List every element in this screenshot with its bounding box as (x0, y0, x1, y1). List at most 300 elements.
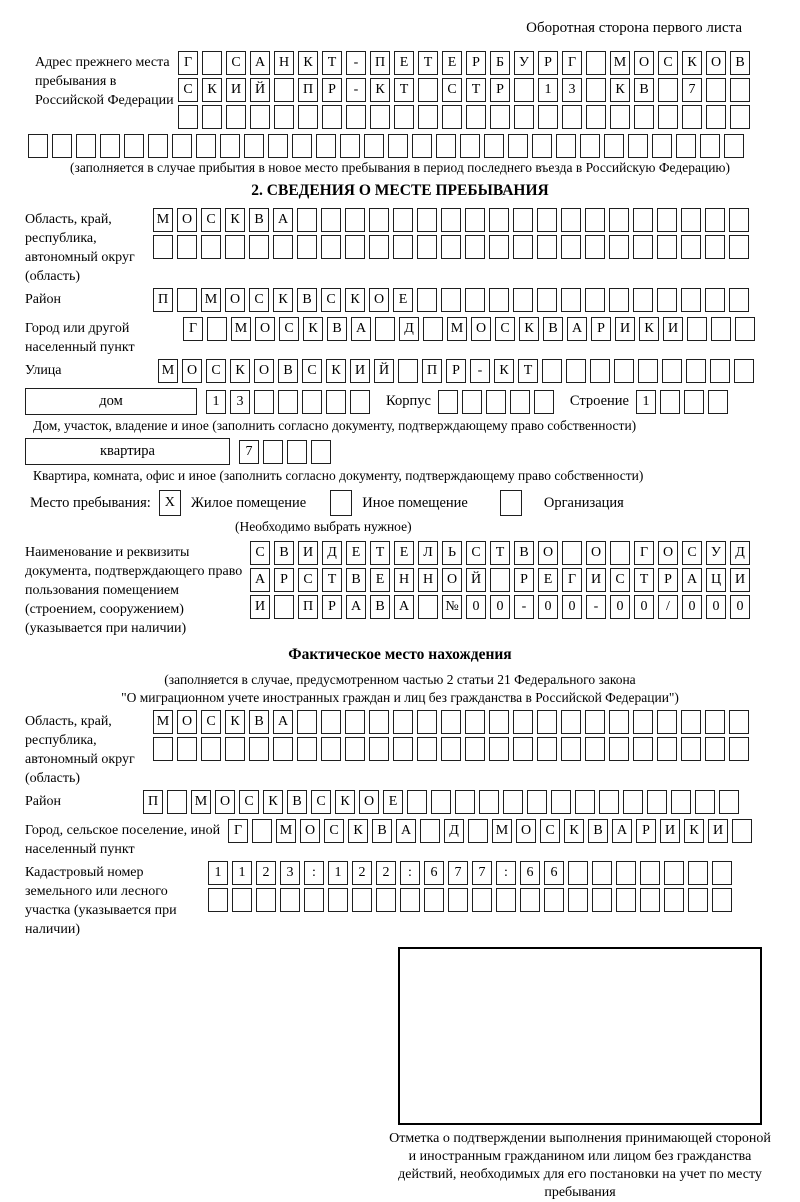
char-box[interactable] (489, 235, 509, 259)
char-box[interactable]: Н (274, 51, 294, 75)
char-box[interactable] (489, 737, 509, 761)
char-box[interactable] (706, 105, 726, 129)
char-box[interactable] (412, 134, 432, 158)
char-box[interactable] (369, 235, 389, 259)
char-box[interactable]: 1 (208, 861, 228, 885)
char-box[interactable]: Н (418, 568, 438, 592)
char-box[interactable]: Й (466, 568, 486, 592)
char-box[interactable] (287, 440, 307, 464)
char-box[interactable]: Р (274, 568, 294, 592)
char-box[interactable]: И (250, 595, 270, 619)
char-box[interactable] (393, 710, 413, 734)
char-box[interactable]: К (225, 208, 245, 232)
char-box[interactable]: А (273, 208, 293, 232)
char-box[interactable]: 0 (490, 595, 510, 619)
char-box[interactable]: П (422, 359, 442, 383)
char-box[interactable] (542, 359, 562, 383)
char-box[interactable]: Р (591, 317, 611, 341)
char-box[interactable]: К (564, 819, 584, 843)
char-box[interactable] (609, 208, 629, 232)
char-box[interactable] (256, 888, 276, 912)
char-box[interactable] (455, 790, 475, 814)
char-box[interactable]: Р (538, 51, 558, 75)
char-box[interactable] (508, 134, 528, 158)
char-box[interactable] (527, 790, 547, 814)
char-box[interactable]: Е (538, 568, 558, 592)
char-box[interactable] (513, 737, 533, 761)
char-box[interactable] (172, 134, 192, 158)
char-box[interactable] (418, 105, 438, 129)
char-box[interactable]: К (684, 819, 704, 843)
char-box[interactable]: О (182, 359, 202, 383)
char-box[interactable]: Т (322, 51, 342, 75)
char-box[interactable] (345, 737, 365, 761)
char-box[interactable]: С (610, 568, 630, 592)
char-box[interactable]: С (495, 317, 515, 341)
char-box[interactable] (735, 317, 755, 341)
char-box[interactable] (486, 390, 506, 414)
char-box[interactable]: Г (562, 51, 582, 75)
char-box[interactable] (268, 134, 288, 158)
char-box[interactable] (375, 317, 395, 341)
char-box[interactable]: № (442, 595, 462, 619)
char-box[interactable] (465, 208, 485, 232)
char-box[interactable]: К (273, 288, 293, 312)
char-box[interactable] (687, 317, 707, 341)
char-box[interactable] (712, 888, 732, 912)
char-box[interactable] (609, 710, 629, 734)
char-box[interactable]: 1 (636, 390, 656, 414)
char-box[interactable]: 3 (562, 78, 582, 102)
char-box[interactable] (417, 235, 437, 259)
char-box[interactable]: Е (383, 790, 403, 814)
char-box[interactable]: К (202, 78, 222, 102)
char-box[interactable] (688, 861, 708, 885)
char-box[interactable]: К (639, 317, 659, 341)
char-box[interactable] (226, 105, 246, 129)
char-box[interactable] (682, 105, 702, 129)
char-box[interactable] (298, 105, 318, 129)
char-box[interactable] (465, 737, 485, 761)
char-box[interactable]: Е (394, 541, 414, 565)
char-box[interactable]: И (660, 819, 680, 843)
char-box[interactable]: С (302, 359, 322, 383)
char-box[interactable]: Г (228, 819, 248, 843)
char-box[interactable]: В (372, 819, 392, 843)
char-box[interactable] (225, 737, 245, 761)
char-box[interactable] (407, 790, 427, 814)
char-box[interactable]: К (335, 790, 355, 814)
char-box[interactable]: - (470, 359, 490, 383)
char-box[interactable]: В (514, 541, 534, 565)
char-box[interactable] (705, 288, 725, 312)
char-box[interactable]: Г (562, 568, 582, 592)
char-box[interactable] (297, 208, 317, 232)
char-box[interactable]: К (326, 359, 346, 383)
char-box[interactable] (610, 105, 630, 129)
char-box[interactable]: С (321, 288, 341, 312)
char-box[interactable] (537, 710, 557, 734)
char-box[interactable] (585, 710, 605, 734)
char-box[interactable] (321, 235, 341, 259)
char-box[interactable] (250, 105, 270, 129)
char-box[interactable]: 0 (538, 595, 558, 619)
char-box[interactable]: О (225, 288, 245, 312)
char-box[interactable] (586, 105, 606, 129)
char-box[interactable] (537, 208, 557, 232)
char-box[interactable]: В (730, 51, 750, 75)
char-box[interactable]: С (442, 78, 462, 102)
char-box[interactable] (513, 710, 533, 734)
char-box[interactable] (326, 390, 346, 414)
char-box[interactable] (657, 288, 677, 312)
char-box[interactable] (610, 541, 630, 565)
char-box[interactable] (633, 208, 653, 232)
char-box[interactable]: Й (250, 78, 270, 102)
char-box[interactable] (514, 78, 534, 102)
char-box[interactable]: О (359, 790, 379, 814)
char-box[interactable]: В (278, 359, 298, 383)
char-box[interactable] (273, 737, 293, 761)
char-box[interactable]: И (708, 819, 728, 843)
char-box[interactable] (244, 134, 264, 158)
char-box[interactable]: - (586, 595, 606, 619)
char-box[interactable] (438, 390, 458, 414)
char-box[interactable] (207, 317, 227, 341)
char-box[interactable]: М (191, 790, 211, 814)
char-box[interactable] (466, 105, 486, 129)
char-box[interactable] (124, 134, 144, 158)
char-box[interactable] (418, 78, 438, 102)
char-box[interactable]: В (634, 78, 654, 102)
char-box[interactable]: У (514, 51, 534, 75)
char-box[interactable] (561, 737, 581, 761)
char-box[interactable] (640, 861, 660, 885)
char-box[interactable]: О (706, 51, 726, 75)
char-box[interactable]: М (158, 359, 178, 383)
char-box[interactable] (302, 390, 322, 414)
char-box[interactable] (658, 78, 678, 102)
char-box[interactable] (676, 134, 696, 158)
char-box[interactable] (201, 235, 221, 259)
char-box[interactable]: С (682, 541, 702, 565)
char-box[interactable]: В (274, 541, 294, 565)
char-box[interactable]: Е (346, 541, 366, 565)
char-box[interactable]: В (588, 819, 608, 843)
char-box[interactable] (441, 737, 461, 761)
char-box[interactable]: Д (444, 819, 464, 843)
char-box[interactable] (566, 359, 586, 383)
char-box[interactable] (489, 710, 509, 734)
char-box[interactable] (177, 737, 197, 761)
char-box[interactable]: О (177, 208, 197, 232)
char-box[interactable]: Е (370, 568, 390, 592)
char-box[interactable]: 1 (328, 861, 348, 885)
char-box[interactable] (729, 208, 749, 232)
char-box[interactable] (177, 235, 197, 259)
char-box[interactable] (316, 134, 336, 158)
char-box[interactable] (462, 390, 482, 414)
char-box[interactable] (537, 235, 557, 259)
char-box[interactable] (225, 235, 245, 259)
char-box[interactable] (700, 134, 720, 158)
char-box[interactable]: С (226, 51, 246, 75)
char-box[interactable]: К (303, 317, 323, 341)
char-box[interactable]: М (153, 208, 173, 232)
char-box[interactable] (633, 288, 653, 312)
char-box[interactable] (730, 78, 750, 102)
char-box[interactable]: И (350, 359, 370, 383)
char-box[interactable]: А (396, 819, 416, 843)
char-box[interactable]: К (348, 819, 368, 843)
char-box[interactable]: И (615, 317, 635, 341)
char-box[interactable]: А (250, 51, 270, 75)
char-box[interactable]: С (311, 790, 331, 814)
char-box[interactable] (708, 390, 728, 414)
char-box[interactable]: О (634, 51, 654, 75)
char-box[interactable] (640, 888, 660, 912)
char-box[interactable]: А (612, 819, 632, 843)
char-box[interactable]: М (610, 51, 630, 75)
char-box[interactable] (561, 288, 581, 312)
char-box[interactable] (345, 208, 365, 232)
char-box[interactable]: А (250, 568, 270, 592)
char-box[interactable] (556, 134, 576, 158)
char-box[interactable] (561, 235, 581, 259)
char-box[interactable]: О (658, 541, 678, 565)
char-box[interactable]: С (540, 819, 560, 843)
char-box[interactable]: С (206, 359, 226, 383)
char-box[interactable]: Н (394, 568, 414, 592)
char-box[interactable]: О (538, 541, 558, 565)
char-box[interactable] (441, 288, 461, 312)
char-box[interactable] (688, 888, 708, 912)
char-box[interactable] (561, 710, 581, 734)
char-box[interactable]: Т (418, 51, 438, 75)
char-box[interactable]: Й (374, 359, 394, 383)
char-box[interactable] (465, 710, 485, 734)
char-box[interactable] (513, 288, 533, 312)
char-box[interactable]: 6 (424, 861, 444, 885)
char-box[interactable] (590, 359, 610, 383)
char-box[interactable] (681, 235, 701, 259)
char-box[interactable]: О (255, 317, 275, 341)
char-box[interactable] (345, 710, 365, 734)
char-box[interactable] (52, 134, 72, 158)
char-box[interactable] (28, 134, 48, 158)
char-box[interactable]: А (682, 568, 702, 592)
char-box[interactable]: К (682, 51, 702, 75)
char-box[interactable] (489, 288, 509, 312)
char-box[interactable]: Р (636, 819, 656, 843)
char-box[interactable] (537, 737, 557, 761)
char-box[interactable] (568, 861, 588, 885)
char-box[interactable] (561, 208, 581, 232)
char-box[interactable] (153, 737, 173, 761)
char-box[interactable] (534, 390, 554, 414)
char-box[interactable] (513, 235, 533, 259)
char-box[interactable] (705, 235, 725, 259)
char-box[interactable]: О (300, 819, 320, 843)
char-box[interactable] (297, 235, 317, 259)
char-box[interactable] (660, 390, 680, 414)
char-box[interactable]: Г (634, 541, 654, 565)
char-box[interactable] (681, 288, 701, 312)
char-box[interactable]: Г (183, 317, 203, 341)
char-box[interactable] (585, 235, 605, 259)
char-box[interactable] (513, 208, 533, 232)
char-box[interactable] (599, 790, 619, 814)
char-box[interactable] (681, 208, 701, 232)
char-box[interactable] (520, 888, 540, 912)
char-box[interactable] (345, 235, 365, 259)
char-box[interactable]: С (249, 288, 269, 312)
char-box[interactable]: С (201, 710, 221, 734)
char-box[interactable] (424, 888, 444, 912)
char-box[interactable]: Т (518, 359, 538, 383)
char-box[interactable] (729, 737, 749, 761)
char-box[interactable] (633, 710, 653, 734)
char-box[interactable]: С (658, 51, 678, 75)
char-box[interactable]: Р (322, 595, 342, 619)
char-box[interactable] (510, 390, 530, 414)
char-box[interactable] (712, 861, 732, 885)
char-box[interactable] (274, 78, 294, 102)
char-box[interactable]: Д (399, 317, 419, 341)
char-box[interactable] (249, 235, 269, 259)
char-box[interactable] (657, 235, 677, 259)
char-box[interactable]: С (239, 790, 259, 814)
char-box[interactable]: Р (658, 568, 678, 592)
char-box[interactable]: Ц (706, 568, 726, 592)
char-box[interactable]: 0 (466, 595, 486, 619)
char-box[interactable]: К (519, 317, 539, 341)
char-box[interactable]: 0 (610, 595, 630, 619)
char-box[interactable]: В (327, 317, 347, 341)
char-box[interactable]: С (466, 541, 486, 565)
char-box[interactable]: 7 (682, 78, 702, 102)
char-box[interactable]: К (494, 359, 514, 383)
char-box[interactable]: Р (322, 78, 342, 102)
char-box[interactable] (628, 134, 648, 158)
char-box[interactable]: Б (490, 51, 510, 75)
char-box[interactable] (350, 390, 370, 414)
char-box[interactable] (633, 737, 653, 761)
char-box[interactable] (514, 105, 534, 129)
char-box[interactable]: М (276, 819, 296, 843)
char-box[interactable] (280, 888, 300, 912)
char-box[interactable] (634, 105, 654, 129)
char-box[interactable] (208, 888, 228, 912)
char-box[interactable]: П (370, 51, 390, 75)
char-box[interactable] (616, 888, 636, 912)
char-box[interactable] (562, 105, 582, 129)
char-box[interactable]: Е (442, 51, 462, 75)
char-box[interactable]: Т (370, 541, 390, 565)
char-box[interactable] (724, 134, 744, 158)
char-box[interactable]: И (226, 78, 246, 102)
char-box[interactable]: К (370, 78, 390, 102)
char-box[interactable] (664, 888, 684, 912)
char-box[interactable] (322, 105, 342, 129)
char-box[interactable] (249, 737, 269, 761)
char-box[interactable] (730, 105, 750, 129)
char-box[interactable] (436, 134, 456, 158)
char-box[interactable]: - (514, 595, 534, 619)
char-box[interactable] (340, 134, 360, 158)
char-box[interactable]: Р (446, 359, 466, 383)
char-box[interactable]: 1 (232, 861, 252, 885)
char-box[interactable] (705, 737, 725, 761)
char-box[interactable] (417, 737, 437, 761)
char-box[interactable]: В (297, 288, 317, 312)
char-box[interactable] (417, 288, 437, 312)
char-box[interactable]: К (345, 288, 365, 312)
char-box[interactable] (484, 134, 504, 158)
char-box[interactable] (705, 208, 725, 232)
char-box[interactable] (177, 288, 197, 312)
char-box[interactable] (278, 390, 298, 414)
char-box[interactable] (465, 235, 485, 259)
char-box[interactable] (490, 568, 510, 592)
char-box[interactable]: К (225, 710, 245, 734)
char-box[interactable]: М (231, 317, 251, 341)
char-box[interactable] (364, 134, 384, 158)
char-box[interactable]: П (143, 790, 163, 814)
char-box[interactable]: - (346, 51, 366, 75)
char-box[interactable] (580, 134, 600, 158)
char-box[interactable]: М (492, 819, 512, 843)
char-box[interactable] (623, 790, 643, 814)
char-box[interactable]: Г (178, 51, 198, 75)
char-box[interactable]: 7 (239, 440, 259, 464)
char-box[interactable] (369, 710, 389, 734)
char-box[interactable] (695, 790, 715, 814)
char-box[interactable]: О (442, 568, 462, 592)
char-box[interactable]: В (370, 595, 390, 619)
char-box[interactable]: 2 (376, 861, 396, 885)
char-box[interactable] (148, 134, 168, 158)
char-box[interactable] (734, 359, 754, 383)
char-box[interactable]: Е (393, 288, 413, 312)
char-box[interactable] (304, 888, 324, 912)
char-box[interactable]: М (153, 710, 173, 734)
char-box[interactable] (273, 235, 293, 259)
char-box[interactable] (76, 134, 96, 158)
char-box[interactable] (393, 235, 413, 259)
char-box[interactable] (489, 208, 509, 232)
char-box[interactable]: К (298, 51, 318, 75)
char-box[interactable] (321, 208, 341, 232)
char-box[interactable]: : (496, 861, 516, 885)
char-box[interactable] (369, 737, 389, 761)
char-box[interactable] (681, 710, 701, 734)
char-box[interactable] (400, 888, 420, 912)
char-box[interactable]: Т (490, 541, 510, 565)
char-box[interactable] (202, 105, 222, 129)
char-box[interactable] (575, 790, 595, 814)
stay-checkbox-residential[interactable]: X (159, 490, 181, 516)
char-box[interactable] (431, 790, 451, 814)
char-box[interactable] (468, 819, 488, 843)
char-box[interactable] (568, 888, 588, 912)
char-box[interactable]: П (298, 595, 318, 619)
char-box[interactable]: 2 (256, 861, 276, 885)
char-box[interactable] (537, 288, 557, 312)
char-box[interactable]: И (663, 317, 683, 341)
char-box[interactable]: 1 (538, 78, 558, 102)
char-box[interactable]: 7 (448, 861, 468, 885)
